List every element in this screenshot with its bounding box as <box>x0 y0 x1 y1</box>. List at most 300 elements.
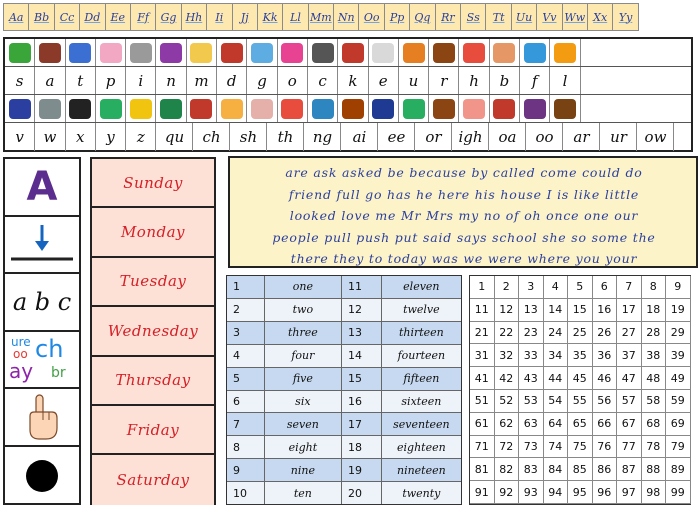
hundred-square-cell[interactable]: 88 <box>642 458 667 481</box>
sound-letter-cell[interactable]: ow <box>637 123 674 151</box>
picture-cell[interactable] <box>247 39 277 66</box>
bottle-icon <box>493 43 515 63</box>
car-icon <box>493 99 515 119</box>
number-digit: 6 <box>227 391 265 413</box>
number-digit: 14 <box>342 345 382 367</box>
number-digit: 18 <box>342 436 382 458</box>
picture-cell[interactable] <box>308 95 338 122</box>
hundred-square-cell[interactable]: 51 <box>470 390 495 413</box>
alphabet-letter-pair[interactable]: Cc <box>54 3 80 31</box>
pig-icon <box>100 43 122 63</box>
hundred-square-cell[interactable]: 74 <box>544 436 569 459</box>
sound-letter-cell[interactable]: oo <box>526 123 563 151</box>
hundred-square-cell[interactable]: 32 <box>495 344 520 367</box>
picture-cell[interactable] <box>278 39 308 66</box>
hundred-square-cell[interactable]: 21 <box>470 322 495 345</box>
tree-icon <box>403 99 425 119</box>
hundred-square-cell[interactable]: 97 <box>617 481 642 504</box>
hundred-square-cell[interactable]: 93 <box>519 481 544 504</box>
day-sunday[interactable]: Sunday <box>92 159 214 208</box>
alphabet-letter-pair[interactable]: Nn <box>333 3 359 31</box>
hundred-square-cell[interactable]: 49 <box>666 367 691 390</box>
hundred-square-cell[interactable]: 76 <box>593 436 618 459</box>
number-word: eight <box>265 436 342 458</box>
number-digit: 19 <box>342 459 382 481</box>
hundred-square-cell[interactable]: 85 <box>568 458 593 481</box>
alphabet-letter-pair[interactable]: Vv <box>536 3 562 31</box>
hundred-square-cell[interactable]: 68 <box>642 413 667 436</box>
sound-letter-cell[interactable]: s <box>5 67 35 94</box>
picture-cell[interactable] <box>187 95 217 122</box>
number-digit: 11 <box>342 276 382 298</box>
picture-cell[interactable] <box>338 39 368 66</box>
number-word: sixteen <box>401 394 442 408</box>
alphabet-letter-pair[interactable]: Ff <box>130 3 156 31</box>
number-word: eighteen <box>397 440 446 454</box>
sound-letter-cell[interactable]: z <box>126 123 156 151</box>
picture-cell[interactable] <box>399 95 429 122</box>
hundred-square-cell[interactable]: 25 <box>568 322 593 345</box>
hundred-square-cell[interactable]: 52 <box>495 390 520 413</box>
hundred-square-cell[interactable]: 62 <box>495 413 520 436</box>
sound-letter-cell[interactable]: e <box>369 67 399 94</box>
children-icon <box>463 99 485 119</box>
picture-cell[interactable] <box>5 95 35 122</box>
hundred-square-cell[interactable]: 26 <box>593 322 618 345</box>
number-digit: 13 <box>342 322 382 344</box>
hundred-square-cell[interactable]: 13 <box>519 299 544 322</box>
rocking-horse-icon <box>433 43 455 63</box>
sound-letter-cell[interactable]: t <box>66 67 96 94</box>
hundred-square-cell[interactable]: 53 <box>519 390 544 413</box>
sound-letter-cell[interactable]: x <box>66 123 96 151</box>
number-row <box>227 391 461 414</box>
picture-cell[interactable] <box>96 39 126 66</box>
baseline-arrow-tile[interactable] <box>5 217 79 275</box>
hundred-square-cell[interactable]: 54 <box>544 390 569 413</box>
strongman-icon <box>281 99 303 119</box>
hundred-square-cell[interactable]: 86 <box>593 458 618 481</box>
cup-icon <box>281 43 303 63</box>
umbrella-icon <box>403 43 425 63</box>
day-tuesday[interactable]: Tuesday <box>92 258 214 307</box>
number-row <box>227 482 461 504</box>
tricky-words-line: are ask asked be because by called come could do <box>285 165 643 180</box>
hundred-square-cell[interactable]: 69 <box>666 413 691 436</box>
hundred-square-cell[interactable]: 61 <box>470 413 495 436</box>
hundred-square-cell[interactable]: 3 <box>519 276 544 299</box>
postman-icon <box>372 99 394 119</box>
hundred-square-cell[interactable]: 87 <box>617 458 642 481</box>
bee-icon <box>130 99 152 119</box>
picture-cell[interactable] <box>66 39 96 66</box>
alphabet-letter-pair[interactable]: Gg <box>155 3 181 31</box>
alphabet-letter-pair[interactable]: Tt <box>485 3 511 31</box>
sound-letter-cell[interactable]: i <box>126 67 156 94</box>
hundred-square-cell[interactable]: 35 <box>568 344 593 367</box>
hundred-square-cell[interactable]: 9 <box>666 276 691 299</box>
scissors-icon <box>342 43 364 63</box>
alphabet-letter-pair[interactable]: Kk <box>257 3 283 31</box>
hundred-square-cell[interactable]: 71 <box>470 436 495 459</box>
airplane-icon <box>160 43 182 63</box>
dollar-snake-icon <box>9 43 31 63</box>
number-digit: 15 <box>342 368 382 390</box>
number-words-table <box>226 275 462 505</box>
alphabet-letter-pair[interactable]: Hh <box>181 3 207 31</box>
drum-icon <box>221 43 243 63</box>
picture-cell[interactable] <box>187 39 217 66</box>
van-icon <box>9 99 31 119</box>
alphabet-letter-pair[interactable]: Ss <box>460 3 486 31</box>
capital-letter: A <box>26 163 58 210</box>
day-friday[interactable]: Friday <box>92 406 214 455</box>
hundred-square-cell[interactable]: 99 <box>666 481 691 504</box>
hundred-square-cell[interactable]: 89 <box>666 458 691 481</box>
number-digit: 2 <box>227 299 265 321</box>
tennis-racket-icon <box>69 43 91 63</box>
digraph-tile[interactable] <box>5 332 79 390</box>
hundred-square-cell[interactable]: 6 <box>593 276 618 299</box>
tricky-words-line: looked love me Mr Mrs my no of oh once one our <box>289 208 639 224</box>
sound-letter-cell[interactable]: qu <box>156 123 193 151</box>
sound-letter-cell[interactable]: ur <box>600 123 637 151</box>
hundred-square-cell[interactable]: 11 <box>470 299 495 322</box>
picture-cell[interactable] <box>217 39 247 66</box>
hundred-square-cell[interactable]: 56 <box>593 390 618 413</box>
capital-letter-tile[interactable] <box>5 159 79 217</box>
number-row <box>227 276 461 299</box>
tortoise-icon <box>160 99 182 119</box>
hundred-square-cell[interactable]: 8 <box>642 276 667 299</box>
hundred-square-cell[interactable]: 63 <box>519 413 544 436</box>
hundred-square-cell[interactable]: 12 <box>495 299 520 322</box>
number-word: fourteen <box>397 349 446 363</box>
number-digit: 4 <box>227 345 265 367</box>
hundred-square-cell[interactable]: 91 <box>470 481 495 504</box>
picture-cell[interactable] <box>156 39 186 66</box>
alphabet-letter-pair[interactable]: Dd <box>79 3 105 31</box>
hundred-square-cell[interactable]: 4 <box>544 276 569 299</box>
sound-letter-cell[interactable]: h <box>459 67 489 94</box>
hundred-square-cell[interactable]: 17 <box>617 299 642 322</box>
sound-letter-cell[interactable]: m <box>187 67 217 94</box>
number-word: four <box>265 345 342 367</box>
lowercase-letters-tile[interactable] <box>5 274 79 332</box>
alphabet-strip <box>3 3 693 33</box>
number-digit: 3 <box>227 322 265 344</box>
hundred-square-cell[interactable]: 28 <box>642 322 667 345</box>
sound-letter-cell[interactable]: l <box>550 67 580 94</box>
number-digit: 9 <box>227 459 265 481</box>
day-monday[interactable]: Monday <box>92 208 214 257</box>
sound-letter-cell[interactable]: oa <box>489 123 526 151</box>
hundred-square-cell[interactable]: 94 <box>544 481 569 504</box>
letter-row-2 <box>5 123 691 151</box>
abc-label: a b c <box>12 287 72 316</box>
number-row <box>227 459 461 482</box>
alphabet-letter-pair[interactable]: Rr <box>435 3 461 31</box>
train-icon <box>190 99 212 119</box>
hundred-square-cell[interactable]: 81 <box>470 458 495 481</box>
hundred-square-cell[interactable]: 65 <box>568 413 593 436</box>
hundred-square-cell[interactable]: 72 <box>495 436 520 459</box>
sound-letter-cell[interactable]: n <box>156 67 186 94</box>
sound-letter-cell[interactable]: th <box>267 123 304 151</box>
sound-letter-cell[interactable]: c <box>308 67 338 94</box>
hundred-square-cell[interactable]: 22 <box>495 322 520 345</box>
picture-cell[interactable] <box>520 95 550 122</box>
number-word: one <box>265 276 342 298</box>
hundred-square-cell[interactable]: 59 <box>666 390 691 413</box>
day-saturday[interactable]: Saturday <box>92 455 214 504</box>
sound-letter-cell[interactable]: y <box>96 123 126 151</box>
alphabet-letter-pair[interactable]: Ee <box>105 3 131 31</box>
number-row <box>227 299 461 322</box>
hundred-square-cell[interactable]: 31 <box>470 344 495 367</box>
hundred-square-cell[interactable]: 64 <box>544 413 569 436</box>
hundred-square-cell[interactable]: 84 <box>544 458 569 481</box>
hundred-square-cell[interactable]: 19 <box>666 299 691 322</box>
hundred-square-cell[interactable]: 57 <box>617 390 642 413</box>
hundred-square-cell[interactable]: 95 <box>568 481 593 504</box>
hundred-square-cell[interactable]: 15 <box>568 299 593 322</box>
pointing-hand-icon <box>22 392 62 442</box>
sound-letter-cell[interactable]: r <box>429 67 459 94</box>
sound-letter-cell[interactable]: ai <box>341 123 378 151</box>
picture-cell[interactable] <box>490 39 520 66</box>
number-digit: 8 <box>227 436 265 458</box>
sound-letter-cell[interactable]: ar <box>563 123 600 151</box>
full-stop-dot-icon <box>26 460 58 492</box>
hundred-square-cell[interactable]: 14 <box>544 299 569 322</box>
sound-letter-cell[interactable]: u <box>399 67 429 94</box>
alphabet-letter-pair[interactable]: Pp <box>384 3 410 31</box>
number-word: three <box>265 322 342 344</box>
number-digit: 17 <box>342 413 382 435</box>
hundred-square-cell[interactable]: 75 <box>568 436 593 459</box>
sound-letter-cell[interactable]: ch <box>193 123 230 151</box>
pointer-hand-tile[interactable] <box>5 389 79 447</box>
hundred-square-cell[interactable]: 48 <box>642 367 667 390</box>
hundred-square-cell[interactable]: 16 <box>593 299 618 322</box>
picture-row-2 <box>5 95 691 123</box>
sound-letter-cell[interactable]: ng <box>304 123 341 151</box>
picture-cell[interactable] <box>217 95 247 122</box>
hundred-square-cell[interactable]: 42 <box>495 367 520 390</box>
sound-letter-cell[interactable]: v <box>5 123 35 151</box>
digraph-ch: ch <box>35 334 64 363</box>
day-thursday[interactable]: Thursday <box>92 357 214 406</box>
hundred-square-cell[interactable]: 66 <box>593 413 618 436</box>
sound-letter-cell[interactable]: f <box>520 67 550 94</box>
number-word: nineteen <box>396 463 446 477</box>
tricky-words-line: friend full go has he here his house I is like little <box>288 186 640 202</box>
number-row <box>227 436 461 459</box>
number-word: two <box>265 299 342 321</box>
alphabet-letter-pair[interactable]: Ll <box>282 3 308 31</box>
picture-cell[interactable] <box>35 39 65 66</box>
hundred-square-cell[interactable]: 46 <box>593 367 618 390</box>
egg-icon <box>372 43 394 63</box>
picture-cell[interactable] <box>399 39 429 66</box>
owl-icon <box>554 99 576 119</box>
hundred-square-cell[interactable]: 38 <box>642 344 667 367</box>
hundred-square-cell[interactable]: 96 <box>593 481 618 504</box>
hundred-square-cell[interactable]: 73 <box>519 436 544 459</box>
picture-cell[interactable] <box>459 95 489 122</box>
picture-cell[interactable] <box>96 95 126 122</box>
alphabet-letter-pair[interactable]: Oo <box>358 3 384 31</box>
hundred-square-cell[interactable]: 83 <box>519 458 544 481</box>
hundred-square-cell[interactable]: 2 <box>495 276 520 299</box>
alphabet-letter-pair[interactable]: Ii <box>206 3 232 31</box>
picture-cell[interactable] <box>459 39 489 66</box>
hundred-square <box>469 275 691 505</box>
picture-cell[interactable] <box>429 95 459 122</box>
digraph-ay: ay <box>9 358 34 383</box>
days-of-week-column <box>90 157 216 505</box>
sound-letter-cell[interactable]: w <box>35 123 65 151</box>
sound-letter-cell[interactable]: or <box>415 123 452 151</box>
number-word: six <box>265 391 342 413</box>
sound-letter-cell[interactable]: p <box>96 67 126 94</box>
picture-cell[interactable] <box>338 95 368 122</box>
down-arrow-icon <box>7 219 77 269</box>
digraph-ure: ure <box>11 334 31 349</box>
number-word: eleven <box>403 280 440 294</box>
hundred-square-cell[interactable]: 77 <box>617 436 642 459</box>
alphabet-letter-pair[interactable]: Xx <box>587 3 613 31</box>
hundred-square-cell[interactable]: 67 <box>617 413 642 436</box>
hundred-square-cell[interactable]: 79 <box>666 436 691 459</box>
alphabet-letter-pair[interactable]: Ww <box>562 3 588 31</box>
girl-icon <box>221 99 243 119</box>
picture-cell[interactable] <box>126 95 156 122</box>
picture-cell[interactable] <box>35 95 65 122</box>
hundred-square-cell[interactable]: 39 <box>666 344 691 367</box>
sound-letter-cell[interactable]: a <box>35 67 65 94</box>
hundred-square-cell[interactable]: 98 <box>642 481 667 504</box>
hundred-square-cell[interactable]: 5 <box>568 276 593 299</box>
picture-cell[interactable] <box>369 95 399 122</box>
hundred-square-cell[interactable]: 34 <box>544 344 569 367</box>
sound-letter-cell[interactable]: g <box>247 67 277 94</box>
alphabet-letter-pair[interactable]: Bb <box>28 3 54 31</box>
number-word: thirteen <box>398 326 444 340</box>
day-wednesday[interactable]: Wednesday <box>92 307 214 356</box>
hundred-square-cell[interactable]: 43 <box>519 367 544 390</box>
picture-cell[interactable] <box>490 95 520 122</box>
picture-cell[interactable] <box>308 39 338 66</box>
picture-cell[interactable] <box>550 95 580 122</box>
number-word: fifteen <box>403 372 440 386</box>
sound-letter-cell[interactable]: sh <box>230 123 267 151</box>
lolly-icon <box>554 43 576 63</box>
number-word: twenty <box>402 486 441 500</box>
hundred-square-cell[interactable]: 82 <box>495 458 520 481</box>
sound-letter-cell[interactable]: ee <box>378 123 415 151</box>
hundred-square-cell[interactable]: 58 <box>642 390 667 413</box>
digraph-oo: oo <box>13 346 28 361</box>
hundred-square-cell[interactable]: 36 <box>593 344 618 367</box>
thumb-icon <box>251 99 273 119</box>
digraph-icon <box>7 335 77 385</box>
ant-icon <box>39 43 61 63</box>
tricky-words-line: there they to today was we were where you your <box>290 251 638 267</box>
picture-cell[interactable] <box>550 39 580 66</box>
hundred-square-cell[interactable]: 18 <box>642 299 667 322</box>
full-stop-tile[interactable] <box>5 447 79 505</box>
hundred-square-cell[interactable]: 47 <box>617 367 642 390</box>
number-digit: 7 <box>227 413 265 435</box>
alphabet-letter-pair[interactable]: Jj <box>232 3 258 31</box>
hundred-square-cell[interactable]: 78 <box>642 436 667 459</box>
sound-letter-cell[interactable]: igh <box>452 123 489 151</box>
picture-cell[interactable] <box>126 39 156 66</box>
number-word: five <box>265 368 342 390</box>
number-digit: 16 <box>342 391 382 413</box>
hundred-square-cell[interactable]: 55 <box>568 390 593 413</box>
number-word: ten <box>265 482 342 504</box>
hundred-square-cell[interactable]: 29 <box>666 322 691 345</box>
hundred-square-cell[interactable]: 7 <box>617 276 642 299</box>
number-digit: 12 <box>342 299 382 321</box>
number-digit: 10 <box>227 482 265 504</box>
number-word: seventeen <box>393 417 450 431</box>
alphabet-letter-pair[interactable]: Uu <box>511 3 537 31</box>
number-row <box>227 413 461 436</box>
tool-icon-column <box>3 157 81 505</box>
hundred-square-cell[interactable]: 45 <box>568 367 593 390</box>
hundred-square-cell[interactable]: 92 <box>495 481 520 504</box>
number-row <box>227 322 461 345</box>
picture-cell[interactable] <box>5 39 35 66</box>
alphabet-letter-pair[interactable]: Mm <box>308 3 334 31</box>
hundred-square-cell[interactable]: 41 <box>470 367 495 390</box>
picture-cell[interactable] <box>429 39 459 66</box>
tricky-words-panel <box>228 156 698 268</box>
hundred-square-cell[interactable]: 23 <box>519 322 544 345</box>
house-icon <box>463 43 485 63</box>
sound-letter-cell[interactable]: o <box>278 67 308 94</box>
hundred-square-cell[interactable]: 27 <box>617 322 642 345</box>
picture-cell[interactable] <box>156 95 186 122</box>
picture-row-1 <box>5 39 691 67</box>
number-digit: 20 <box>342 482 382 504</box>
alphabet-letter-pair[interactable]: Qq <box>409 3 435 31</box>
alphabet-letter-pair[interactable]: Yy <box>612 3 638 31</box>
hundred-square-cell[interactable]: 24 <box>544 322 569 345</box>
picture-cell[interactable] <box>369 39 399 66</box>
picture-cell[interactable] <box>66 95 96 122</box>
sound-letter-cell[interactable]: k <box>338 67 368 94</box>
fish-icon <box>524 43 546 63</box>
hundred-square-cell[interactable]: 1 <box>470 276 495 299</box>
picture-cell[interactable] <box>520 39 550 66</box>
sound-letter-cell[interactable]: d <box>217 67 247 94</box>
picture-cell[interactable] <box>278 95 308 122</box>
picture-cell[interactable] <box>247 95 277 122</box>
hundred-square-cell[interactable]: 37 <box>617 344 642 367</box>
sink-icon <box>251 43 273 63</box>
hundred-square-cell[interactable]: 33 <box>519 344 544 367</box>
hippo-icon <box>39 99 61 119</box>
queen-icon <box>312 99 334 119</box>
alphabet-letter-pair[interactable]: Aa <box>3 3 29 31</box>
hundred-square-cell[interactable]: 44 <box>544 367 569 390</box>
sound-letter-cell[interactable]: b <box>490 67 520 94</box>
